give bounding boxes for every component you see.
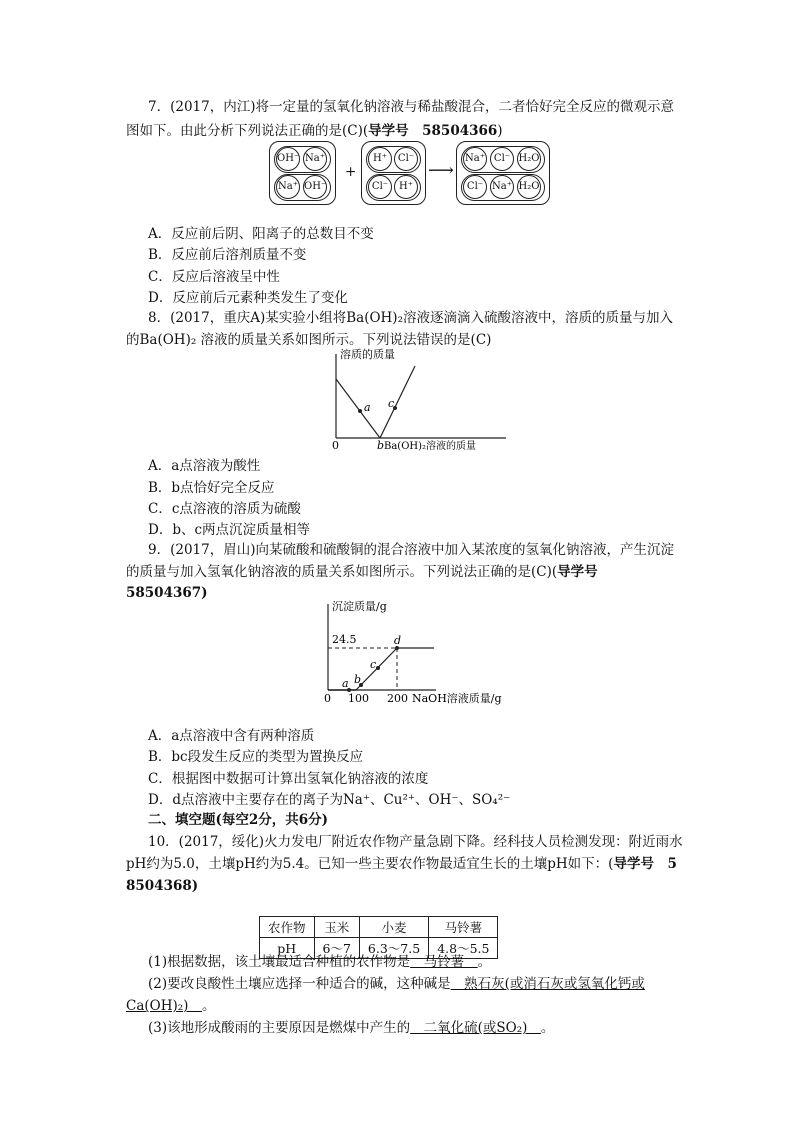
q10-sub1: (1)根据数据，该土壤最适合种植的农作物是 马铃薯 。 [148, 954, 492, 970]
point-b-label: b [354, 673, 362, 686]
point-b-label: b [377, 439, 385, 452]
table-header-cell: 农作物 [260, 917, 315, 938]
point-d-label: d [394, 634, 402, 647]
point-c [376, 666, 380, 670]
table-cell: 4.8～5.5 [429, 938, 498, 959]
table-cell: 6.3～7.5 [359, 938, 428, 959]
water-molecule: H₂O [517, 175, 541, 199]
q8-option-b: B．b点恰好完全反应 [148, 480, 275, 496]
table-cell: 6～7 [314, 938, 359, 959]
q7-option-a: A．反应前后阴、阳离子的总数目不变 [148, 226, 374, 242]
q10-line1: 10．(2017，绥化)火力发电厂附近农作物产量急剧下降。经科技人员检测发现：附近雨水 [148, 834, 683, 850]
y-axis-label: 溶质的质量 [340, 348, 395, 361]
x-tick-100: 100 [348, 692, 369, 705]
q9-option-b: B．bc段发生反应的类型为置换反应 [148, 749, 364, 765]
x-tick-200: 200 [387, 692, 408, 705]
point-c-label: c [388, 397, 395, 410]
q7-option-b: B．反应前后溶剂质量不变 [148, 247, 307, 263]
q8-option-d: D．b、c两点沉淀质量相等 [148, 522, 311, 538]
answer-blank: 熟石灰(或消石灰或氢氧化钙或 [450, 976, 645, 992]
q7-line2: 图如下。由此分析下列说法正确的是(C)(导学号 58504366) [126, 123, 503, 139]
q9-line1: 9．(2017，眉山)向某硫酸和硫酸铜的混合溶液中加入某浓度的氢氧化钠溶液，产生沉淀 [148, 542, 674, 558]
q8-option-a: A．a点溶液为酸性 [148, 458, 261, 474]
chart-precipitate-mass [318, 598, 518, 706]
ion: Na⁺ [490, 175, 514, 199]
section-heading-fill-in: 二、填空题(每空2分，共6分) [148, 812, 329, 828]
table-header-cell: 玉米 [314, 917, 359, 938]
answer-blank: 二氧化硫(或SO₂) [410, 1020, 541, 1036]
ion: Cl⁻ [394, 147, 418, 171]
table-header-cell: 小麦 [359, 917, 428, 938]
reactant-box-naoh [269, 141, 336, 205]
q10-sub2-cont: Ca(OH)₂) 。 [126, 998, 216, 1014]
y-axis-label: 沉淀质量/g [332, 600, 387, 613]
answer-blank: 马铃薯 [410, 954, 478, 970]
table-header-row [260, 917, 498, 938]
series-line-down [336, 379, 380, 438]
q9-option-c: C．根据图中数据可计算出氢氧化钠溶液的浓度 [148, 771, 429, 787]
ion: Na⁺ [463, 147, 487, 171]
q9-option-a: A．a点溶液中含有两种溶质 [148, 728, 315, 744]
origin-label: 0 [332, 439, 339, 452]
point-c-label: c [370, 658, 377, 671]
answer-blank: Ca(OH)₂) [126, 998, 202, 1014]
x-axis-label: Ba(OH)₂溶液的质量 [384, 441, 477, 452]
q10-sub2: (2)要改良酸性土壤应选择一种适合的碱，这种碱是 熟石灰(或消石灰或氢氧化钙或 [148, 976, 645, 992]
q7-option-d: D．反应前后元素种类发生了变化 [148, 290, 348, 306]
q8-line2: 的Ba(OH)₂ 溶液的质量关系如图所示。下列说法错误的是(C) [126, 332, 492, 348]
q10-line3: 8504368) [126, 878, 199, 894]
point-a [358, 409, 362, 413]
water-molecule: H₂O [517, 147, 541, 171]
ion: OH⁻ [303, 175, 327, 199]
q9-option-d: D．d点溶液中主要存在的离子为Na⁺、Cu²⁺、OH⁻、SO₄²⁻ [148, 792, 511, 808]
table-header-cell: 马铃薯 [429, 917, 498, 938]
reactant-box-hcl [361, 141, 426, 205]
ion: Na⁺ [276, 175, 300, 199]
point-a-label: a [364, 401, 371, 414]
q10-sub3: (3)该地形成酸雨的主要原因是燃煤中产生的 二氧化硫(或SO₂) 。 [148, 1020, 555, 1036]
q9-line3: 58504367) [126, 585, 208, 601]
q8-line1: 8．(2017，重庆A)某实验小组将Ba(OH)₂溶液逐滴滴入硫酸溶液中，溶质的质量与加入 [148, 310, 673, 326]
series-line-up [380, 366, 415, 438]
reaction-arrow: ⟶ [428, 160, 454, 181]
x-axis-label: NaOH溶液质量/g [412, 692, 502, 705]
point-a-label: a [342, 677, 349, 690]
q10-line2: pH约为5.0，土壤pH约为5.4。已知一些主要农作物最适宜生长的土壤pH如下：(导学号 5 [126, 856, 677, 872]
ion: OH⁻ [276, 147, 300, 171]
y-tick-24-5: 24.5 [332, 633, 357, 646]
table-cell: pH [260, 938, 315, 959]
q7-line1: 7．(2017，内江)将一定量的氢氧化钠溶液与稀盐酸混合，二者恰好完全反应的微观示意 [148, 99, 674, 115]
product-box [456, 141, 550, 205]
ion: H⁺ [368, 147, 392, 171]
q7-option-c: C．反应后溶液呈中性 [148, 269, 280, 285]
q9-line2: 的质量与加入氢氧化钠溶液的质量关系如图所示。下列说法正确的是(C)(导学号 [126, 564, 598, 580]
ion: Cl⁻ [490, 147, 514, 171]
ion: Cl⁻ [368, 175, 392, 199]
ion: Na⁺ [303, 147, 327, 171]
q8-option-c: C．c点溶液的溶质为硫酸 [148, 501, 301, 517]
chart-solute-mass [320, 346, 510, 456]
plus-sign: + [345, 164, 357, 180]
origin-label: 0 [324, 692, 331, 705]
ion: Cl⁻ [463, 175, 487, 199]
ion: H⁺ [394, 175, 418, 199]
